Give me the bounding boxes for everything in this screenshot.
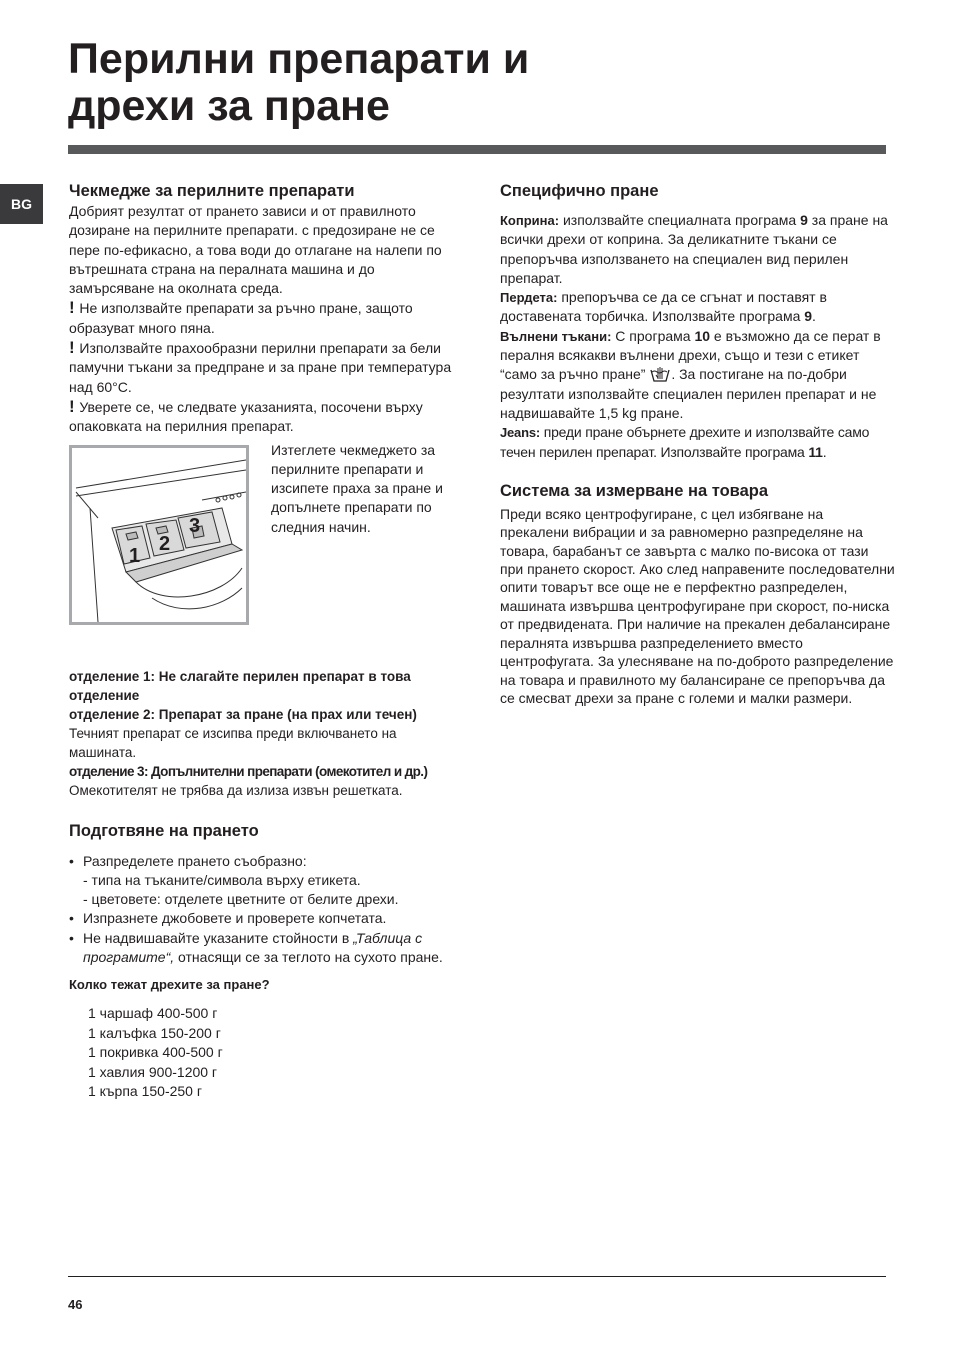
compartment-1: отделение 1: Не слагайте перилен препарат в това отделение	[69, 668, 411, 703]
hand-wash-icon	[650, 366, 670, 382]
silk-text-a: използвайте специалната програма	[559, 212, 801, 228]
compartment-2: отделение 2: Препарат за пране (на прах или течен)	[69, 706, 417, 722]
compartments-list	[69, 667, 464, 800]
specific-wash-heading: Специфично пране	[500, 182, 659, 200]
wool-text-c: . За постигане на по-добри резултати използвайте специален перилен препарат и не надвишавайте 1,5 kg пране.	[500, 366, 877, 421]
weight-item: 1 хавлия 900-1200 г	[88, 1063, 218, 1080]
prep-subitem-2: - цветовете: отделете цветните от белите дрехи.	[83, 891, 399, 908]
compartment-3: отделение 3: Допълнителни препарати (омекотител и др.)	[69, 763, 428, 779]
prep-item-2: Изпразнете джобовете и проверете копчетата.	[83, 910, 387, 927]
curtains-label: Пердета:	[500, 290, 558, 306]
jeans-paragraph	[500, 423, 895, 462]
compartment-label-1: 1	[129, 544, 141, 567]
preparation-list-2	[69, 909, 464, 967]
curtains-program: 9	[804, 308, 813, 325]
list-item	[69, 852, 464, 871]
load-balance-text: Преди всяко центрофугиране, с цел избягване на прекалени вибрации и за равномерно разпределяне на товара, барабанът се завърта с малко по-висока от тази при прането скорост. Ако след направените последователни опити товарът все още не е перфектно разпределен, машината извършва центрофугиране при скорост, по-ниска от предвидената. При наличие на прекален дебалансиране пералнята извършва разпределението вместо центрофугата. За улесняване на по-доброто разпределение на товара и правилното му балансиране се препоръчва да се смесват дрехи за пране с големи и малки размери.	[500, 505, 895, 706]
prep-subitem-1: - типа на тъканите/символа върху етикета.	[83, 871, 361, 888]
program-table-ref: „Таблица с програмите“,	[83, 929, 423, 966]
wool-paragraph	[500, 327, 895, 423]
warning-1: ! Не използвайте препарати за ръчно пране, защото образуват много пяна.	[69, 298, 464, 338]
compartment-3-note: Омекотителят не трябва да излиза извън решетката.	[69, 782, 403, 798]
page-title-line-2: дрехи за пране	[68, 82, 390, 130]
list-item	[69, 929, 464, 968]
page-number: 46	[68, 1297, 83, 1312]
silk-text-b: за пране на всички дрехи от коприна. За деликатните тъкани се препоръчва използването на специален вид перилен препарат.	[500, 212, 888, 286]
specific-wash-section	[500, 211, 895, 462]
preparation-heading: Подготвяне на прането	[69, 821, 259, 840]
warning-3: ! Уверете се, че следвате указанията, посочени върху опаковката на перилния препарат.	[69, 397, 464, 437]
warning-2: ! Използвайте прахообразни перилни препарати за бели памучни тъкани за предпране и за пране при температура над 60°C.	[69, 338, 464, 397]
weight-item: 1 калъфка 150-200 г	[88, 1024, 221, 1041]
title-divider	[68, 145, 886, 154]
prep-item-1: Разпределете прането съобразно:	[83, 852, 307, 869]
list-item	[69, 909, 464, 928]
prep-item-3-post: отнасящи се за теглото на сухото пране.	[174, 949, 443, 966]
wool-program: 10	[694, 327, 711, 344]
wool-text-b: е възможно да се перат в пералня всякакви вълнени дрехи, също и тези с етикет “само за ръчно пране”	[500, 327, 881, 383]
jeans-label: Jeans:	[500, 425, 540, 441]
detergent-drawer-illustration	[69, 445, 249, 625]
drawer-figure-row	[69, 441, 464, 641]
weights-title: Колко тежат дрехите за пране?	[69, 977, 270, 993]
drawer-figure-caption: Изтеглете чекмеджето за перилните препарати и изсипете праха за пране и допълнете препарати по следния начин.	[271, 441, 443, 535]
curtains-paragraph	[500, 288, 895, 327]
drawer-heading: Чекмедже за перилните препарати	[69, 182, 355, 200]
silk-paragraph	[500, 211, 895, 288]
weight-item: 1 чаршаф 400-500 г	[88, 1005, 218, 1022]
weights-list	[69, 1004, 464, 1102]
compartment-2-note: Течният препарат се изсипва преди включването на машината.	[69, 725, 397, 760]
weight-item: 1 кърпа 150-250 г	[88, 1083, 202, 1100]
weight-item: 1 покривка 400-500 г	[88, 1044, 223, 1061]
silk-label: Коприна:	[500, 213, 560, 228]
curtains-text-b: .	[812, 308, 816, 325]
footer-divider	[68, 1276, 886, 1277]
wool-text-a: С програма	[611, 327, 695, 344]
right-column	[500, 180, 895, 707]
load-balance-heading: Система за измерване на товара	[500, 481, 769, 500]
jeans-text-a: преди пране обърнете дрехите и използвайте само течен перилен препарат. Използвайте програма	[500, 424, 870, 460]
language-tab: BG	[0, 184, 43, 224]
jeans-text-b: .	[822, 443, 827, 460]
page-title-line-1: Перилни препарати и	[68, 35, 530, 83]
preparation-list	[69, 852, 464, 871]
left-column	[69, 180, 464, 1102]
wool-label: Вълнени тъкани:	[500, 328, 612, 344]
page-title	[68, 36, 888, 130]
compartment-label-3: 3	[189, 514, 201, 537]
prep-item-3-pre: Не надвишавайте указаните стойности в	[83, 929, 354, 946]
drawer-intro: Добрият резултат от прането зависи и от правилното дозиране на перилните препарати. с предозиране не се пере по-ефикасно, а това води до отлагане на налепи по вътрешната страна на пералната машина и до замърсяване на околната среда.	[69, 203, 442, 297]
silk-program: 9	[800, 212, 808, 228]
drawer-drawing	[72, 448, 246, 622]
curtains-text-a: препоръчва се да се сгънат и поставят в доставената торбичка. Използвайте програма	[500, 289, 827, 325]
compartment-label-2: 2	[159, 532, 171, 555]
jeans-program: 11	[808, 443, 823, 460]
